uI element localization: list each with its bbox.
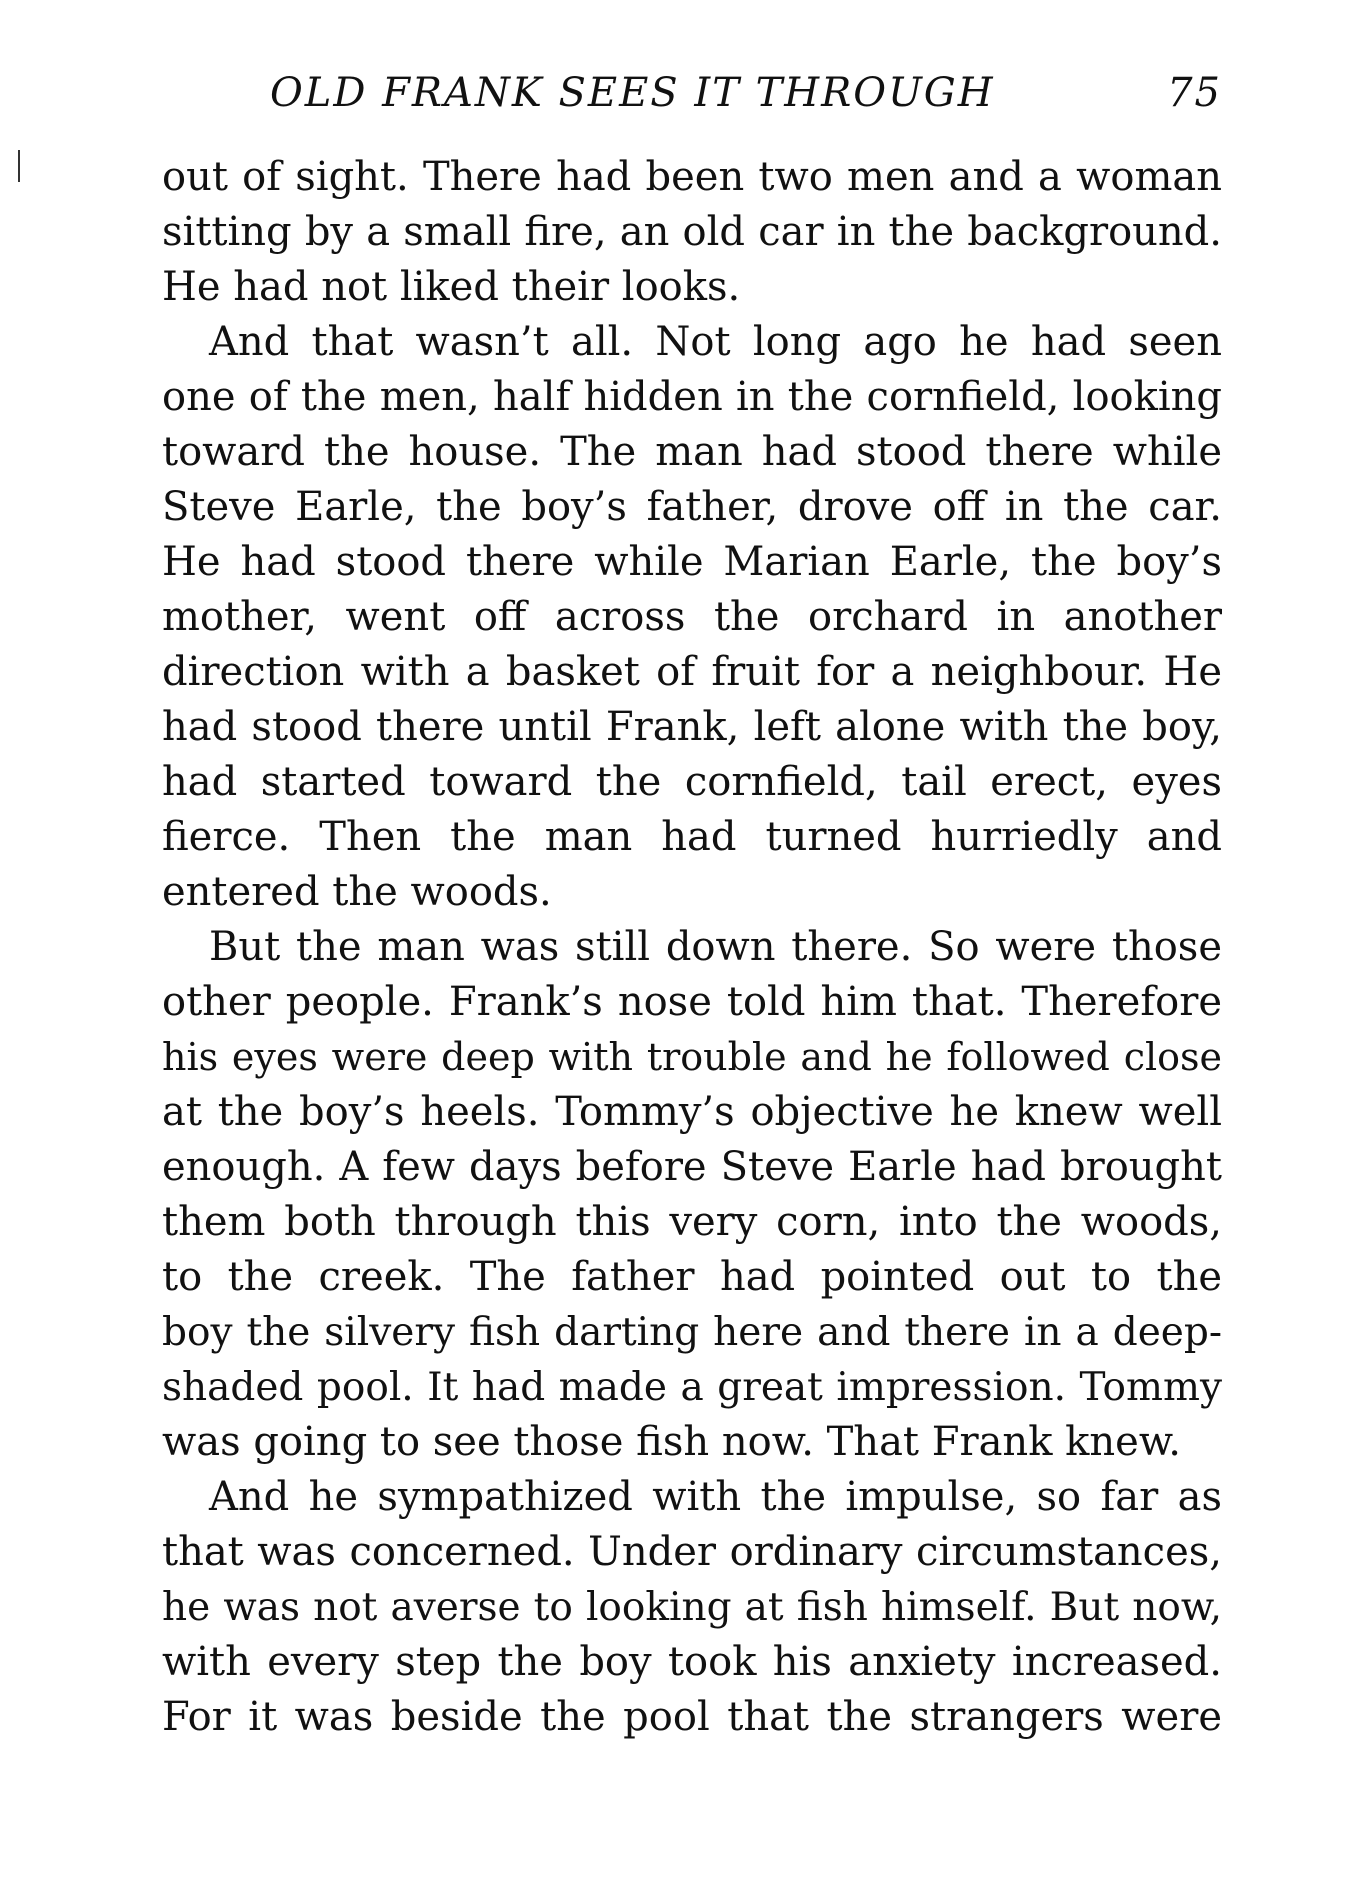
- text-line: mother, went off across the orchard in another: [162, 594, 1222, 640]
- text-line: that was concerned. Under ordinary circumstances,: [162, 1529, 1222, 1575]
- text-line: boy the silvery fish darting here and there in a deep-: [162, 1310, 1222, 1355]
- text-line: For it was beside the pool that the strangers were: [162, 1694, 1222, 1740]
- text-line: sitting by a small fire, an old car in the background.: [162, 209, 1222, 255]
- text-line: out of sight. There had been two men and a woman: [162, 154, 1222, 200]
- text-line: enough. A few days before Steve Earle had brought: [162, 1144, 1222, 1190]
- text-line: at the boy’s heels. Tommy’s objective he knew well: [162, 1089, 1222, 1135]
- text-line: to the creek. The father had pointed out to the: [162, 1254, 1222, 1300]
- text-line: he was not averse to looking at fish himself. But now,: [162, 1585, 1222, 1630]
- text-line: He had stood there while Marian Earle, the boy’s: [162, 539, 1222, 585]
- text-line: with every step the boy took his anxiety increased.: [162, 1639, 1222, 1685]
- text-line: And he sympathized with the impulse, so far as: [209, 1474, 1222, 1520]
- text-line: And that wasn’t all. Not long ago he had seen: [209, 319, 1222, 365]
- page-number: 75: [1167, 70, 1222, 116]
- body-text: [162, 150, 1222, 1745]
- text-line: He had not liked their looks.: [162, 264, 741, 310]
- running-title: OLD FRANK SEES IT THROUGH: [270, 70, 995, 116]
- text-line: shaded pool. It had made a great impression. Tommy: [162, 1365, 1222, 1410]
- running-head: [160, 70, 1222, 130]
- text-line: toward the house. The man had stood there while: [162, 429, 1222, 475]
- text-line: his eyes were deep with trouble and he followed close: [162, 1035, 1222, 1079]
- text-line: direction with a basket of fruit for a neighbour. He: [162, 649, 1222, 695]
- text-line: But the man was still down there. So were those: [209, 924, 1222, 970]
- text-line: one of the men, half hidden in the cornfield, looking: [162, 374, 1222, 420]
- margin-mark: [18, 150, 20, 182]
- text-line: entered the woods.: [162, 869, 552, 915]
- text-line: fierce. Then the man had turned hurriedly and: [162, 814, 1222, 860]
- text-line: other people. Frank’s nose told him that. Therefore: [162, 979, 1222, 1025]
- text-line: them both through this very corn, into the woods,: [162, 1199, 1222, 1245]
- text-line: had stood there until Frank, left alone with the boy,: [162, 704, 1222, 750]
- text-line: was going to see those fish now. That Frank knew.: [162, 1419, 1182, 1465]
- text-line: Steve Earle, the boy’s father, drove off in the car.: [162, 484, 1222, 530]
- text-line: had started toward the cornfield, tail erect, eyes: [162, 759, 1222, 805]
